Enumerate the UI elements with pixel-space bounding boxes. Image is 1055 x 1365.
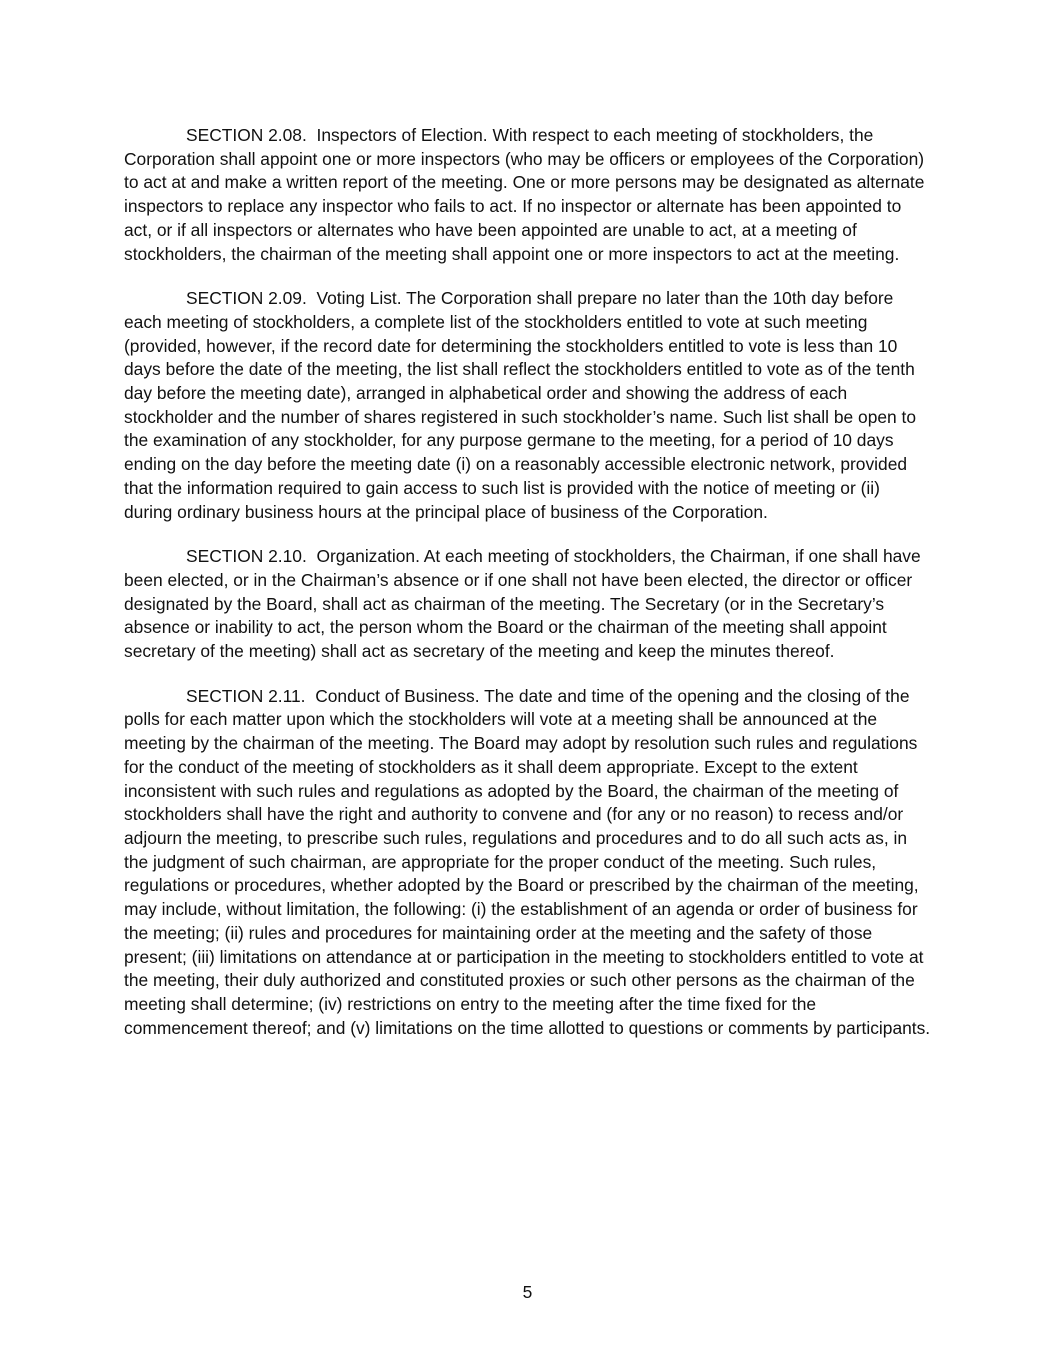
document-page <box>124 124 932 1061</box>
section-2-11 <box>124 685 932 1041</box>
section-2-09 <box>124 287 932 524</box>
section-title: Inspectors of Election. <box>316 125 488 145</box>
section-number: SECTION 2.10. <box>186 546 307 567</box>
section-number: SECTION 2.11. <box>186 685 306 706</box>
section-title: Organization. <box>316 546 420 567</box>
section-title: Conduct of Business. <box>315 685 480 706</box>
section-title: Voting List. <box>316 288 402 309</box>
section-body: The date and time of the opening and the closing of the polls for each matter upon which the stockholders will vote at a meeting shall be announced at the meeting by the chairman of the meeting. The Board may adopt by resolution such rules and regulations for the conduct of the meeting of stockholders as it shall deem appropriate. Except to the extent inconsistent with such rules and regulations as adopted by the Board, the chairman of the meeting of stockholders shall have the right and authority to convene and (for any or no reason) to recess and/or adjourn the meeting, to prescribe such rules, regulations and procedures and to do all such acts as, in the judgment of such chairman, are appropriate for the proper conduct of the meeting. Such rules, regulations or procedures, whether adopted by the Board or prescribed by the chairman of the meeting, may include, without limitation, the following: (i) the establishment of an agenda or order of business for the meeting; (ii) rules and procedures for maintaining order at the meeting and the safety of those present; (iii) limitations on attendance at or participation in the meeting to stockholders entitled to vote at the meeting, their duly authorized and constituted proxies or such other persons as the chairman of the meeting shall determine; (iv) restrictions on entry to the meeting after the time fixed for the commencement thereof; and (v) limitations on the time allotted to questions or comments by participants. <box>124 685 931 1038</box>
section-number: SECTION 2.09. <box>186 288 307 309</box>
section-2-10 <box>124 545 932 664</box>
section-body: At each meeting of stockholders, the Chairman, if one shall have been elected, or in the Chairman’s absence or if one shall not have been elected, the director or officer designated by the Board, shall act as chairman of the meeting. The Secretary (or in the Secretary’s absence or inability to act, the person whom the Board or the chairman of the meeting shall appoint secretary of the meeting) shall act as secretary of the meeting and keep the minutes thereof. <box>124 546 921 662</box>
section-2-08 <box>124 124 932 266</box>
section-number: SECTION 2.08. <box>186 125 307 145</box>
section-body: The Corporation shall prepare no later than the 10th day before each meeting of stockholders, a complete list of the stockholders entitled to vote at such meeting (provided, however, if the record date for determining the stockholders entitled to vote is less than 10 days before the date of the meeting, the list shall reflect the stockholders entitled to vote as of the tenth day before the meeting date), arranged in alphabetical order and showing the address of each stockholder and the number of shares registered in such stockholder’s name. Such list shall be open to the examination of any stockholder, for any purpose germane to the meeting, for a period of 10 days ending on the day before the meeting date (i) on a reasonably accessible electronic network, provided that the information required to gain access to such list is provided with the notice of meeting or (ii) during ordinary business hours at the principal place of business of the Corporation. <box>124 288 917 522</box>
section-body: With respect to each meeting of stockholders, the Corporation shall appoint one or more inspectors (who may be officers or employees of the Corporation) to act at and make a written report of the meeting. One or more persons may be designated as alternate inspectors to replace any inspector who fails to act. If no inspector or alternate has been appointed to act, or if all inspectors or alternates who have been appointed are unable to act, at a meeting of stockholders, the chairman of the meeting shall appoint one or more inspectors to act at the meeting. <box>124 125 925 264</box>
page-number: 5 <box>522 1282 533 1302</box>
